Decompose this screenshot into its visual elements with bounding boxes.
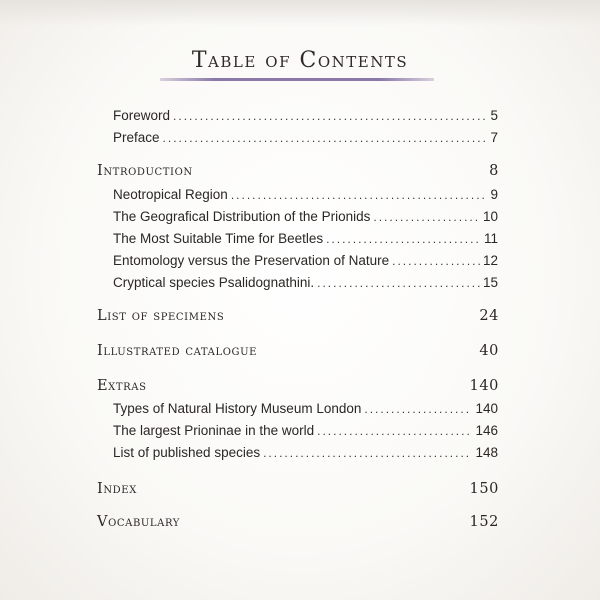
- toc-entry-label: The largest Prioninae in the world: [113, 423, 315, 438]
- toc-section-illustrated-catalogue[interactable]: [97, 343, 499, 359]
- toc-section-extras[interactable]: [97, 378, 499, 394]
- dot-leader: [317, 424, 472, 438]
- toc-entry-largest-prioninae[interactable]: [113, 423, 498, 438]
- toc-entry-preface[interactable]: [113, 130, 498, 145]
- toc-entry-page: 9: [490, 187, 498, 202]
- title-underline: [160, 78, 434, 81]
- toc-entry-page: 5: [490, 108, 498, 123]
- toc-section-page: 150: [469, 481, 499, 497]
- toc-section-label: Extras: [97, 378, 147, 394]
- dot-leader: [263, 446, 472, 460]
- toc-entry-label: Neotropical Region: [113, 187, 228, 202]
- toc-entry-geografical-distribution[interactable]: [113, 209, 498, 224]
- toc-entry-label: The Most Suitable Time for Beetles: [113, 231, 324, 246]
- dot-leader: [231, 188, 488, 202]
- toc-entry-foreword[interactable]: [113, 108, 498, 123]
- toc-section-index[interactable]: [97, 481, 499, 497]
- toc-section-label: List of specimens: [97, 308, 225, 324]
- toc-section-introduction[interactable]: [97, 163, 499, 179]
- dot-leader: [392, 254, 480, 268]
- toc-entry-page: 140: [475, 401, 498, 416]
- page-title: Table of Contents: [191, 48, 409, 73]
- toc-entry-suitable-time[interactable]: [113, 231, 498, 246]
- toc-entry-page: 148: [475, 445, 498, 460]
- toc-section-label: Vocabulary: [97, 514, 181, 530]
- toc-section-label: Illustrated catalogue: [97, 343, 258, 359]
- toc-entry-entomology[interactable]: [113, 253, 498, 268]
- toc-entry-published-species[interactable]: [113, 445, 498, 460]
- toc-entry-nhm-types[interactable]: [113, 401, 498, 416]
- toc-section-page: 24: [479, 308, 499, 324]
- dot-leader: [364, 402, 472, 416]
- toc-entry-page: 10: [482, 209, 498, 224]
- toc-section-label: Index: [97, 481, 137, 497]
- toc-entry-label: Entomology versus the Preservation of Nature: [113, 253, 390, 268]
- toc-entry-label: List of published species: [113, 445, 261, 460]
- toc-entry-cryptical-species[interactable]: [113, 275, 498, 290]
- toc-section-vocabulary[interactable]: [97, 514, 499, 530]
- toc-entry-neotropical-region[interactable]: [113, 187, 498, 202]
- toc-entry-page: 7: [490, 130, 498, 145]
- dot-leader: [326, 232, 481, 246]
- toc-entry-page: 15: [482, 275, 498, 290]
- toc-section-page: 8: [489, 163, 499, 179]
- toc-entry-page: 11: [483, 231, 498, 246]
- toc-entry-page: 12: [482, 253, 498, 268]
- page-edge-shadow: [0, 0, 600, 26]
- toc-section-page: 152: [469, 514, 499, 530]
- dot-leader: [373, 210, 480, 224]
- toc-entry-label: Cryptical species Psalidognathini.: [113, 275, 315, 290]
- dot-leader: [163, 131, 488, 145]
- toc-entry-label: Types of Natural History Museum London: [113, 401, 362, 416]
- toc-section-page: 40: [479, 343, 499, 359]
- toc-section-label: Introduction: [97, 163, 193, 179]
- toc-entry-label: The Geografical Distribution of the Prionids: [113, 209, 371, 224]
- toc-entry-label: Preface: [113, 130, 160, 145]
- toc-entry-label: Foreword: [113, 108, 171, 123]
- dot-leader: [173, 109, 487, 123]
- dot-leader: [317, 276, 480, 290]
- toc-section-list-of-specimens[interactable]: [97, 308, 499, 324]
- toc-entry-page: 146: [475, 423, 498, 438]
- toc-section-page: 140: [469, 378, 499, 394]
